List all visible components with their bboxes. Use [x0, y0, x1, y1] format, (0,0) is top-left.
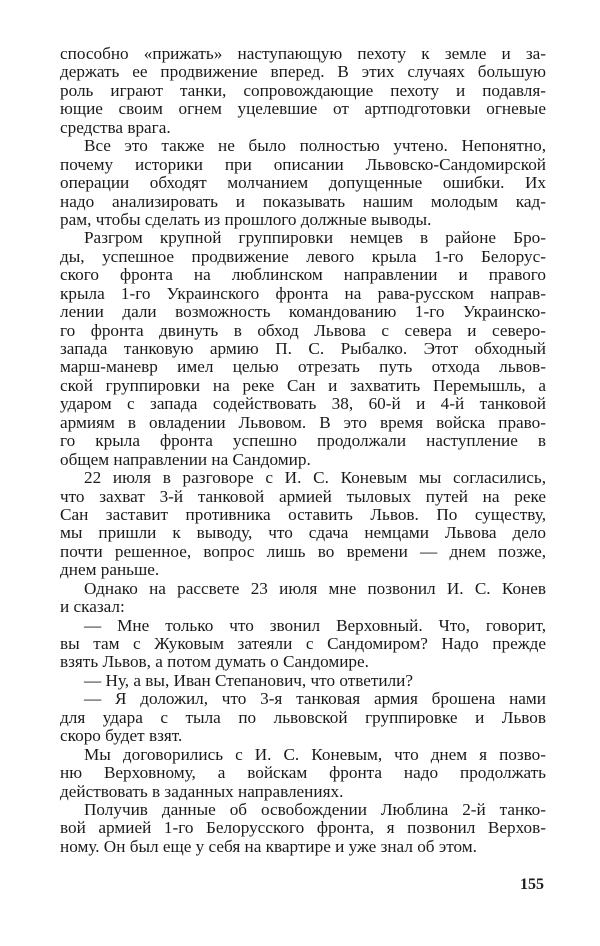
text-line: лении дали возможность командованию 1-го Украинско-: [60, 302, 546, 322]
text-line: вой армией 1-го Белорусского фронта, я позвонил Верхов-: [60, 818, 546, 838]
text-line: — Я доложил, что 3-я танковая армия брошена нами: [84, 689, 546, 709]
paragraph: [60, 469, 546, 580]
text-line: скоро будет взят.: [60, 726, 183, 746]
paragraph: [60, 45, 546, 137]
text-line: мы пришли к выводу, что сдача немцами Львова дело: [60, 523, 546, 543]
text-line: Разгром крупной группировки немцев в районе Бро-: [84, 228, 546, 248]
text-line: рам, чтобы сделать из прошлого должные выводы.: [60, 209, 432, 229]
paragraph: [60, 580, 546, 617]
text-line: 22 июля в разговоре с И. С. Коневым мы согласились,: [84, 468, 546, 488]
paragraph: [60, 690, 546, 745]
text-line: ды, успешное продвижение левого крыла 1-го Белорус-: [60, 246, 546, 266]
text-line: — Ну, а вы, Иван Степанович, что ответили?: [84, 670, 413, 690]
text-line: ударом с запада содействовать 38, 60-й и 4-й танковой: [60, 394, 546, 414]
paragraph: [60, 229, 546, 469]
text-line: операции обходят молчанием допущенные ошибки. Их: [60, 173, 546, 193]
text-line: ню Верховному, а войскам фронта надо продолжать: [60, 763, 546, 783]
text-line: способно «прижать» наступающую пехоту к земле и за-: [60, 44, 546, 63]
text-line: Мы договорились с И. С. Коневым, что днем я позво-: [84, 744, 546, 764]
text-line: действовать в заданных направлениях.: [60, 781, 344, 801]
text-line: марш-маневр имел целью отрезать путь отхода львов-: [60, 357, 546, 377]
text-line: армиям в овладении Львовом. В это время войска право-: [60, 412, 546, 432]
text-line: Однако на рассвете 23 июля мне позвонил И. С. Конев: [84, 578, 546, 598]
text-line: почему историки при описании Львовско-Сандомирской: [60, 154, 546, 174]
text-line: ской группировки на реке Сан и захватить Перемышль, а: [60, 375, 546, 395]
text-line: вы там с Жуковым затеяли с Сандомиром? Надо прежде: [60, 634, 546, 653]
text-line: средства врага.: [60, 117, 171, 137]
paragraph: [60, 137, 546, 229]
text-line: ющие своим огнем уцелевшие от артподготовки огневые: [60, 99, 546, 119]
text-line: держать ее продвижение вперед. В этих случаях большую: [60, 62, 546, 82]
text-line: — Мне только что звонил Верховный. Что, говорит,: [84, 615, 546, 635]
paragraph: [60, 617, 546, 672]
text-line: взять Львов, а потом думать о Сандомире.: [60, 652, 369, 672]
page-body-text: [60, 45, 546, 856]
text-line: Все это также не было полностью учтено. Непонятно,: [84, 136, 546, 156]
text-line: Сан заставит противника оставить Львов. По существу,: [60, 504, 546, 524]
text-line: Получив данные об освобождении Люблина 2-й танко-: [84, 799, 546, 819]
text-line: го крыла фронта успешно продолжали наступление в: [60, 431, 546, 451]
paragraph: [60, 746, 546, 801]
text-line: почти решенное, вопрос лишь во времени — днем позже,: [60, 541, 546, 561]
page-number: 155: [520, 876, 544, 893]
text-line: общем направлении на Сандомир.: [60, 449, 311, 469]
text-line: и сказал:: [60, 597, 125, 617]
text-line: роль играют танки, сопровождающие пехоту и подавля-: [60, 80, 546, 100]
text-line: что захват 3-й танковой армией тыловых путей на реке: [60, 486, 546, 506]
text-line: надо анализировать и показывать нашим молодым кад-: [60, 191, 546, 211]
text-line: крыла 1-го Украинского фронта на рава-русском направ-: [60, 283, 546, 303]
text-line: запада танковую армию П. С. Рыбалко. Этот обходный: [60, 339, 546, 358]
text-line: ского фронта на люблинском направлении и правого: [60, 265, 546, 285]
paragraph: [60, 672, 546, 690]
text-line: го фронта двинуть в обход Львова с севера и северо-: [60, 320, 546, 340]
text-line: днем раньше.: [60, 560, 160, 580]
text-line: ному. Он был еще у себя на квартире и уже знал об этом.: [60, 836, 477, 856]
paragraph: [60, 801, 546, 856]
text-line: для удара с тыла по львовской группировке и Львов: [60, 707, 546, 727]
